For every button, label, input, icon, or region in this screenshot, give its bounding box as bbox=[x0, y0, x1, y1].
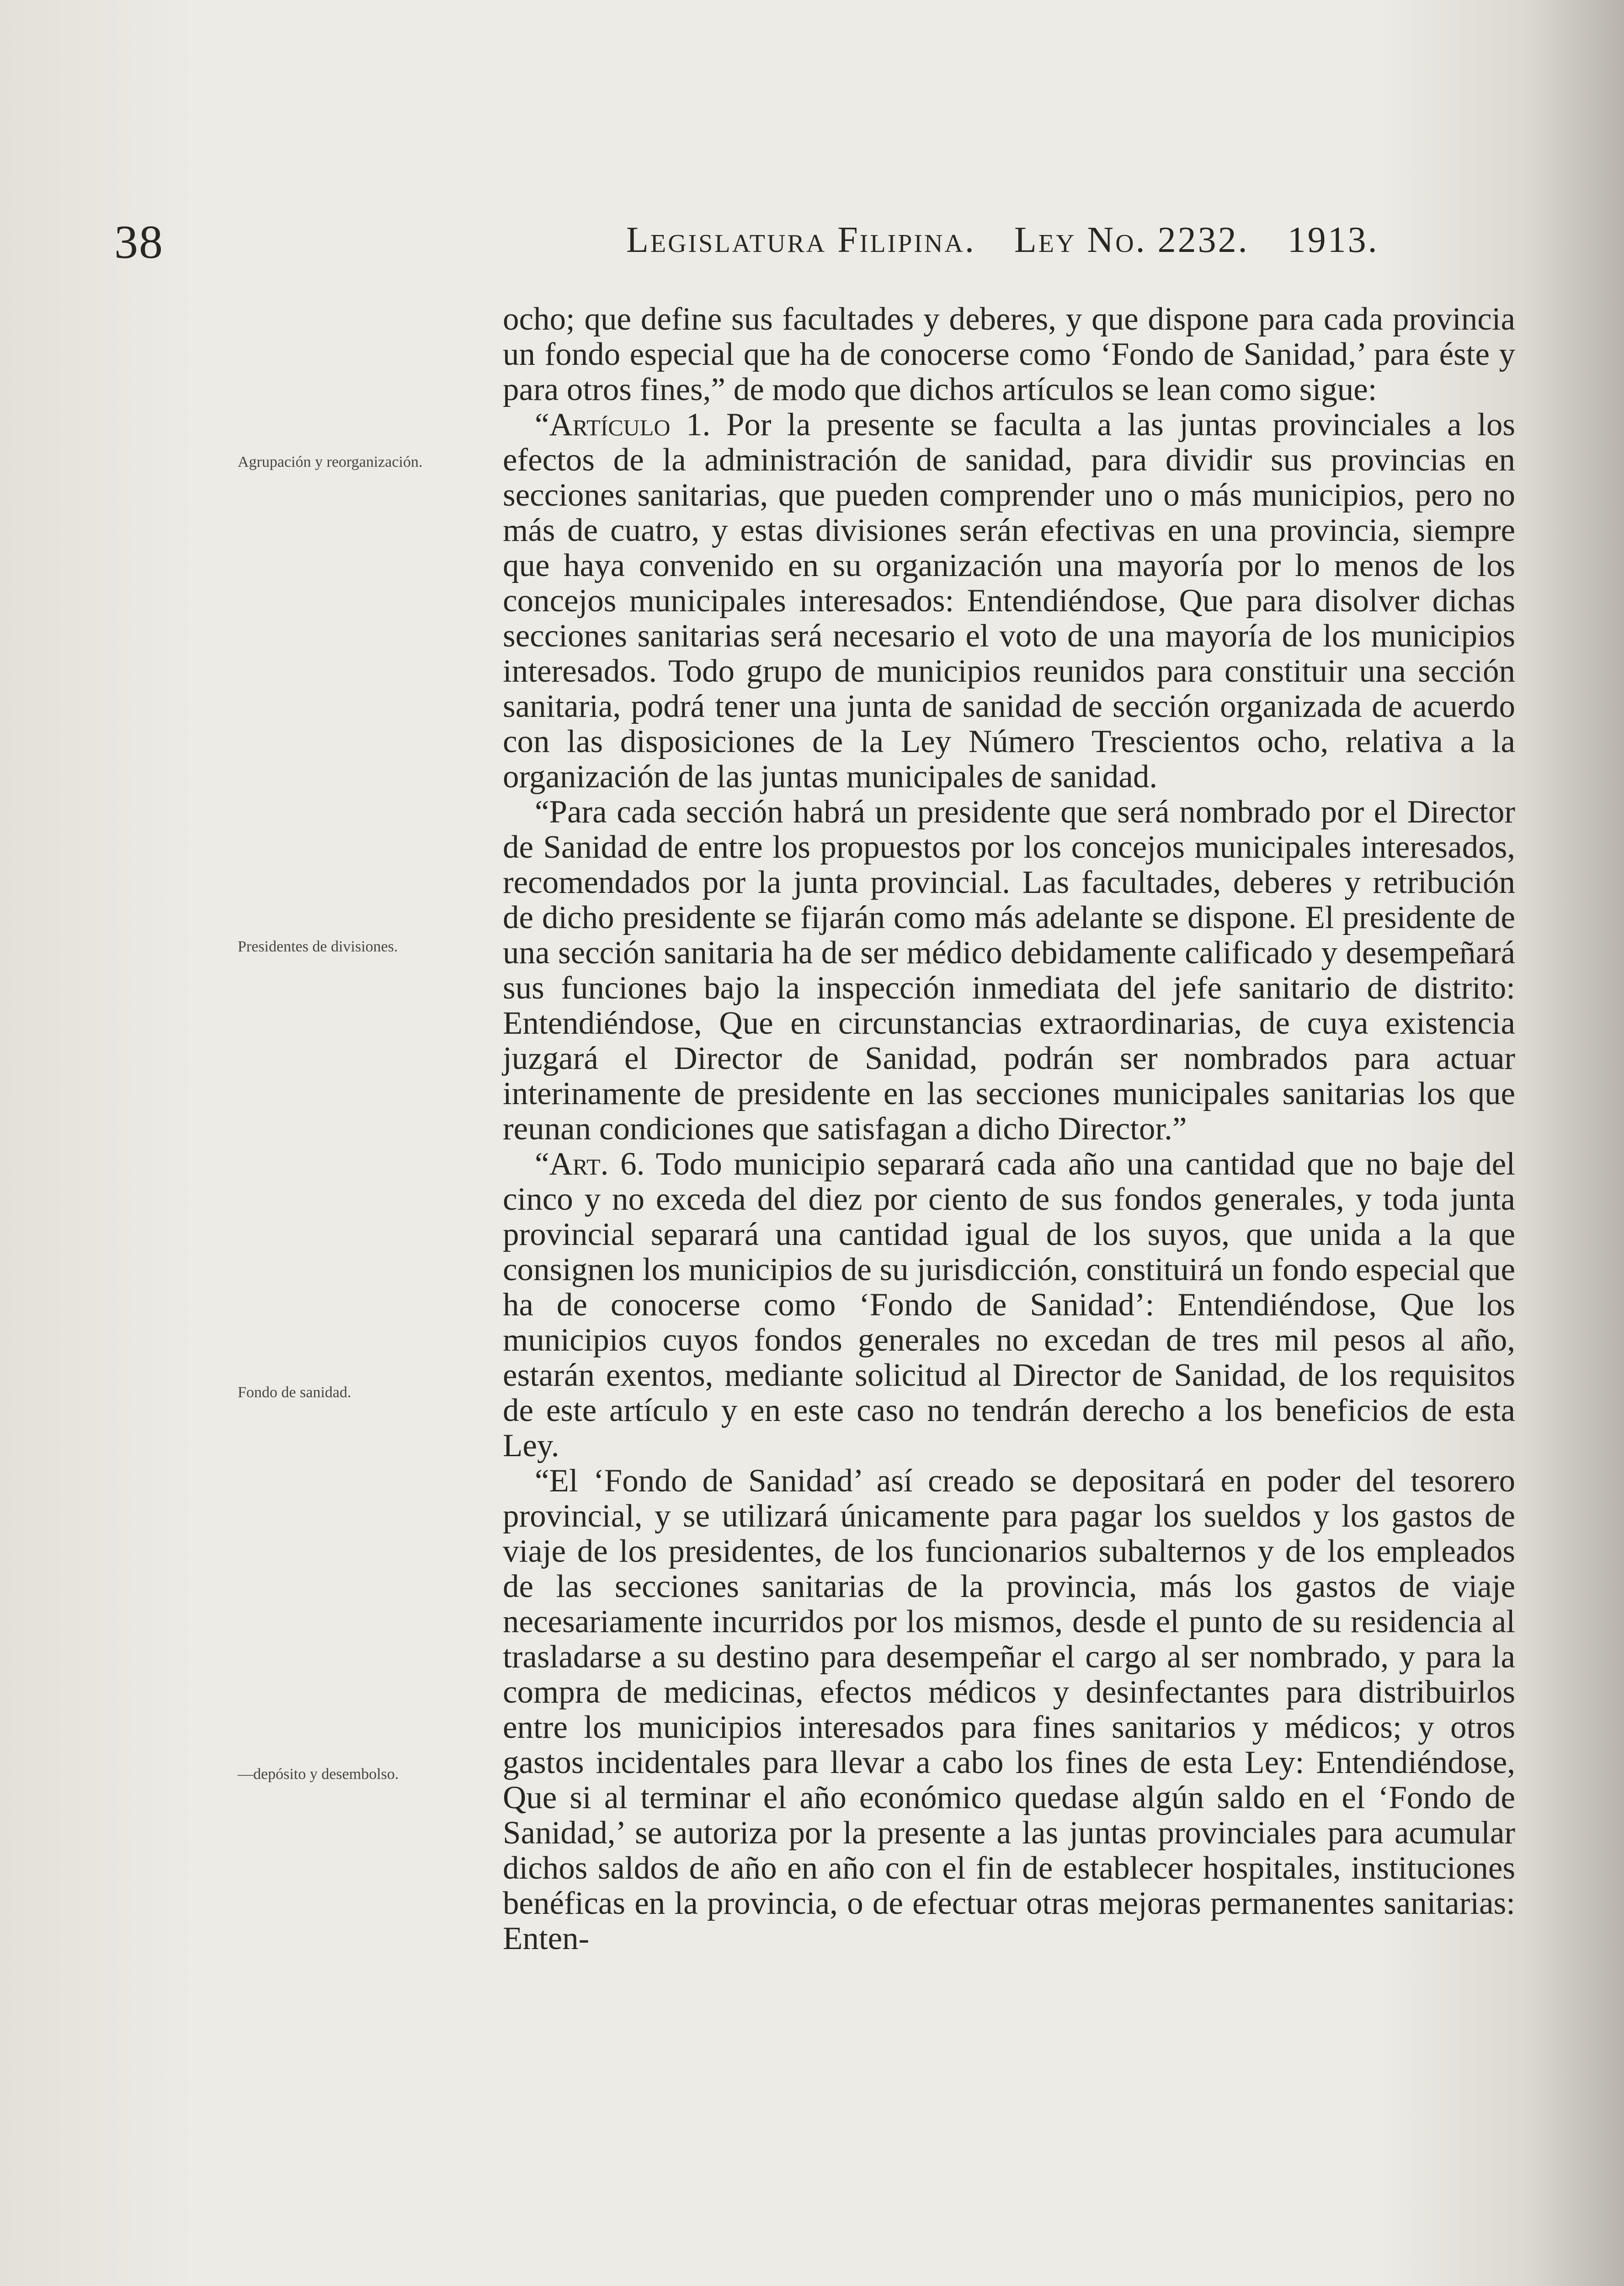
running-head bbox=[626, 219, 1406, 261]
running-head-law: Ley No. 2232. bbox=[1014, 220, 1249, 260]
paragraph-articulo-1 bbox=[503, 407, 1515, 795]
paragraph-fondo-deposito bbox=[503, 1463, 1515, 1956]
paragraph-text: ocho; que define sus facultades y deberes, y que dispone para cada provincia un fondo especial que ha de conocerse como ‘Fondo de Sanidad,’ para éste y para otros fines,” de modo que dichos artículos se lean como sigue: bbox=[503, 301, 1515, 407]
margin-note-agrupacion: Agrupación y reorganización. bbox=[238, 454, 423, 470]
paragraph-text: Por la presente se faculta a las juntas provinciales a los efectos de la administración de sanidad, para dividir sus provincias en secciones sanitarias, que pueden comprender uno o más municipios, pero no más de cuatro, y estas divisiones serán efectivas en una provincia, siempre que haya convenido en su organización una mayoría por lo menos de los concejos municipales interesados: Entendiéndose, Que para disolver dichas secciones sanitarias será necesario el voto de una mayoría de los municipios interesados. Todo grupo de municipios reunidos para constituir una sección sanitaria, podrá tener una junta de sanidad de sección organizada de acuerdo con las disposiciones de la Ley Número Trescientos ocho, relativa a la organización de las juntas municipales de sanidad. bbox=[503, 407, 1516, 795]
paragraph-lead: “Para bbox=[535, 794, 607, 830]
paragraph-text: Todo municipio separará cada año una cantidad que no baje del cinco y no exceda del diez por ciento de sus fondos generales, y toda junta provincial separará una cantidad igual de los suyos, que unida a la que consignen los municipios de su jurisdicción, constituirá un fondo especial que ha de conocerse como ‘Fondo de Sanidad’: Entendiéndose, Que los municipios cuyos fondos generales no excedan de tres mil pesos al año, estarán exentos, mediante solicitud al Director de Sanidad, de los requisitos de este artículo y en este caso no tendrán derecho a los beneficios de esta Ley. bbox=[503, 1146, 1515, 1463]
paragraph-text: cada sección habrá un presidente que será nombrado por el Director de Sanidad de entre los propuestos por los concejos municipales interesados, recomendados por la junta provincial. Las facultades, deberes y retribución de dicho presidente se fijarán como más adelante se dispone. El presidente de una sección sanitaria ha de ser médico debidamente calificado y desempeñará sus funciones bajo la inspección inmediata del jefe sanitario de distrito: Entendiéndose, Que en circunstancias extraordinarias, de cuya existencia juzgará el Director de Sanidad, podrán ser nombrados para actuar interinamente de presidente en las secciones municipales sanitarias los que reunan condiciones que satisfagan a dicho Director.” bbox=[503, 794, 1515, 1147]
paragraph-lead: “Artículo 1. bbox=[535, 407, 711, 443]
page-number: 38 bbox=[114, 216, 164, 268]
paragraph-presidentes bbox=[503, 795, 1515, 1147]
margin-note-fondo: Fondo de sanidad. bbox=[238, 1384, 351, 1401]
running-head-year: 1913. bbox=[1287, 220, 1379, 260]
margin-note-deposito: —depósito y desembolso. bbox=[238, 1766, 399, 1783]
page-header bbox=[114, 215, 1486, 270]
paragraph-lead: “El bbox=[535, 1463, 578, 1499]
paragraph-intro bbox=[503, 302, 1515, 407]
paragraph-text: ‘Fondo de Sanidad’ así creado se depositará en poder del tesorero provincial, y se utilizará únicamente para pagar los sueldos y los gastos de viaje de los presidentes, de los funcionarios subalternos y de los empleados de las secciones sanitarias de la provincia, más los gastos de viaje necesariamente incurridos por los mismos, desde el punto de su residencia al trasladarse a su destino para desempeñar el cargo al ser nombrado, y para la compra de medicinas, efectos médicos y desinfectantes para distribuirlos entre los municipios interesados para fines sanitarios y médicos; y otros gastos incidentales para llevar a cabo los fines de esta Ley: Entendiéndose, Que si al terminar el año económico quedase algún saldo en el ‘Fondo de Sanidad,’ se autoriza por la presente a las juntas provinciales para acumular dichos saldos de año en año con el fin de establecer hospitales, instituciones benéficas en la provincia, o de efectuar otras mejoras permanentes sanitarias: Enten- bbox=[503, 1463, 1515, 1956]
body-text bbox=[503, 302, 1515, 1956]
running-head-title: Legislatura Filipina. bbox=[626, 220, 976, 260]
margin-note-presidentes: Presidentes de divisiones. bbox=[238, 938, 398, 955]
paragraph-art-6 bbox=[503, 1147, 1515, 1463]
paragraph-lead: “Art. 6. bbox=[535, 1146, 645, 1182]
